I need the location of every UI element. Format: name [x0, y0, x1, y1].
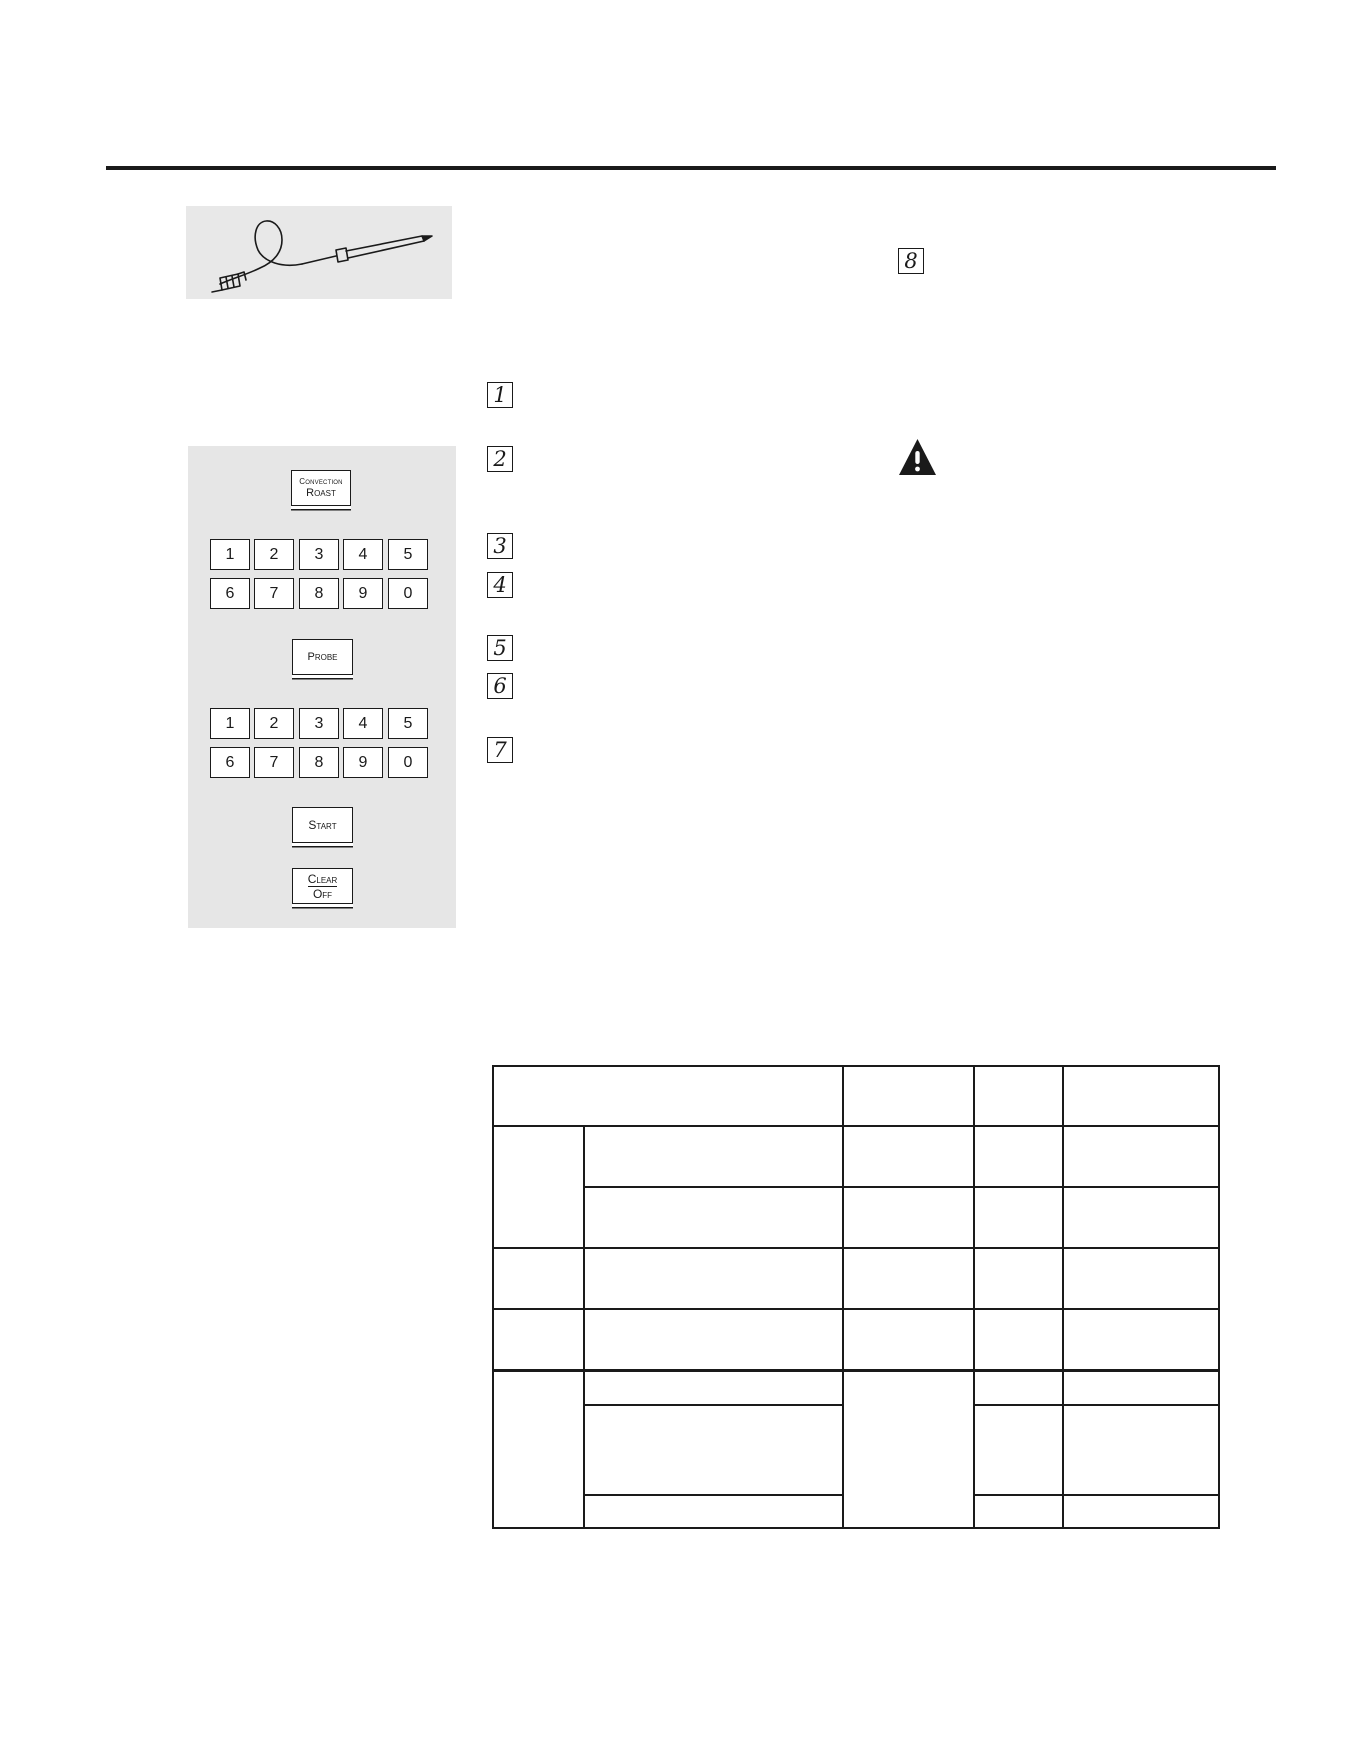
cooking-guide-table [492, 1065, 1220, 1529]
digit-button-8[interactable]: 8 [299, 578, 339, 609]
digit-button-3[interactable]: 3 [299, 708, 339, 739]
top-rule [106, 166, 1276, 170]
digit-button-0[interactable]: 0 [388, 578, 428, 609]
table-row-divider [583, 1404, 843, 1406]
table-col-divider-2 [842, 1065, 844, 1529]
probe-button[interactable]: Probe [292, 639, 353, 675]
digit-button-2[interactable]: 2 [254, 539, 294, 570]
digit-button-5[interactable]: 5 [388, 539, 428, 570]
step-number-5: 5 [487, 635, 513, 661]
step-number-2: 2 [487, 446, 513, 472]
digit-button-7[interactable]: 7 [254, 747, 294, 778]
digit-button-7[interactable]: 7 [254, 578, 294, 609]
digit-button-4[interactable]: 4 [343, 539, 383, 570]
table-border-bottom [492, 1527, 1220, 1529]
clear-label: Clear [307, 871, 338, 886]
digit-button-2[interactable]: 2 [254, 708, 294, 739]
step-number-8: 8 [898, 248, 924, 274]
table-row-divider [492, 1247, 1220, 1249]
table-row-divider-header [492, 1125, 1220, 1127]
table-border-left [492, 1065, 494, 1529]
digit-button-6[interactable]: 6 [210, 578, 250, 609]
clear-off-button[interactable] [292, 868, 353, 904]
probe-illustration [186, 206, 452, 299]
digit-button-1[interactable]: 1 [210, 708, 250, 739]
off-label: Off [312, 886, 333, 901]
digit-button-1[interactable]: 1 [210, 539, 250, 570]
digit-button-3[interactable]: 3 [299, 539, 339, 570]
table-col-divider-3 [973, 1065, 975, 1529]
control-panel [188, 446, 456, 928]
digit-button-9[interactable]: 9 [343, 747, 383, 778]
step-number-6: 6 [487, 673, 513, 699]
digit-button-5[interactable]: 5 [388, 708, 428, 739]
warning-triangle-icon [898, 438, 937, 476]
step-number-7: 7 [487, 737, 513, 763]
convection-roast-button[interactable] [291, 470, 351, 506]
digit-button-4[interactable]: 4 [343, 708, 383, 739]
step-number-1: 1 [487, 382, 513, 408]
roast-label: Roast [306, 486, 336, 499]
table-row-divider [973, 1494, 1220, 1496]
temperature-probe-icon [186, 206, 452, 299]
table-row-divider [583, 1186, 1220, 1188]
start-button[interactable]: Start [292, 807, 353, 843]
table-col-divider-4 [1062, 1065, 1064, 1529]
digit-button-6[interactable]: 6 [210, 747, 250, 778]
digit-button-0[interactable]: 0 [388, 747, 428, 778]
table-border-right [1218, 1065, 1220, 1529]
table-row-divider-group [492, 1369, 1220, 1372]
step-number-3: 3 [487, 533, 513, 559]
table-row-divider [583, 1494, 843, 1496]
table-border-top [492, 1065, 1220, 1067]
table-row-divider [492, 1308, 1220, 1310]
table-row-divider [973, 1404, 1220, 1406]
digit-button-8[interactable]: 8 [299, 747, 339, 778]
convection-label: Convection [299, 476, 343, 486]
step-number-4: 4 [487, 572, 513, 598]
digit-button-9[interactable]: 9 [343, 578, 383, 609]
